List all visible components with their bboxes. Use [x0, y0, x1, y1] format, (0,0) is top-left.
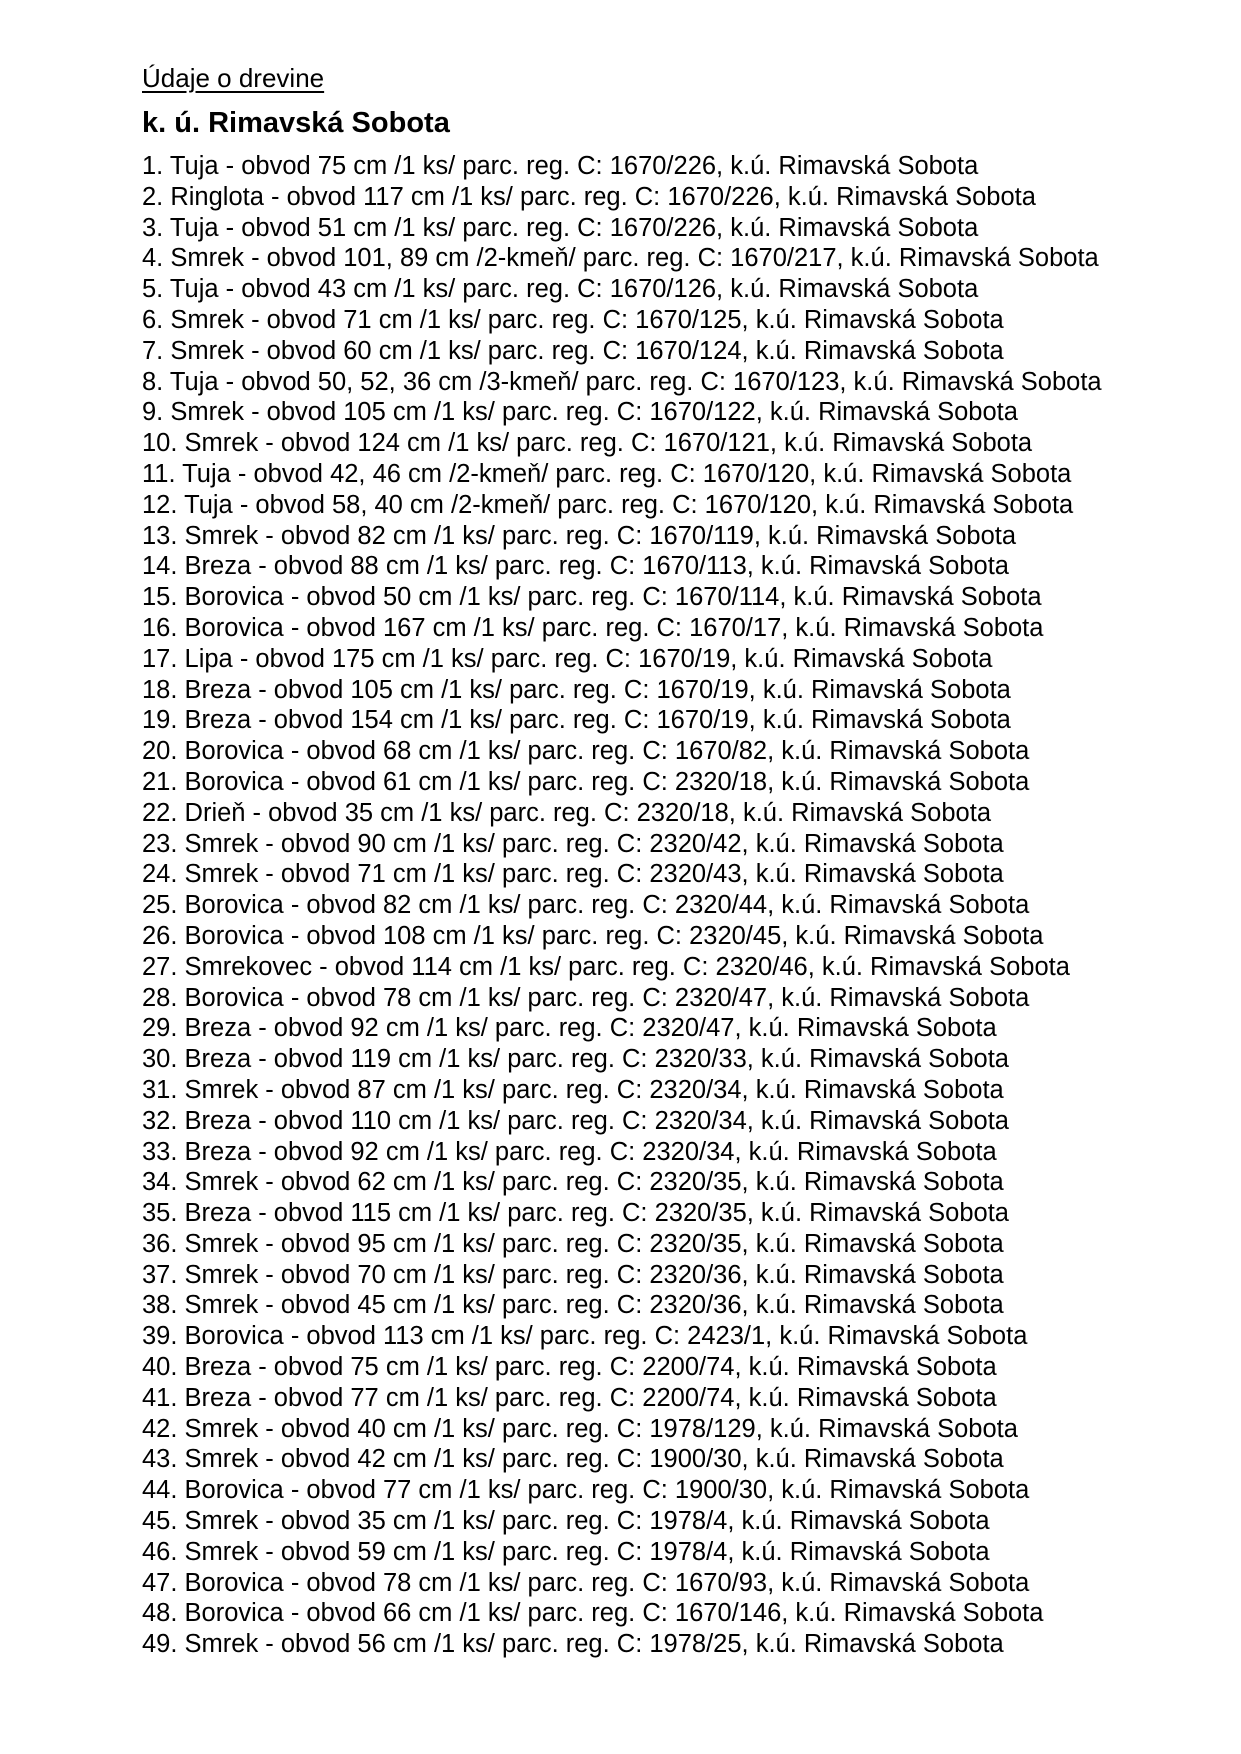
tree-list-item: 5. Tuja - obvod 43 cm /1 ks/ parc. reg. C: 1670/126, k.ú. Rimavská Sobota: [142, 275, 979, 304]
tree-list-item: 26. Borovica - obvod 108 cm /1 ks/ parc. reg. C: 2320/45, k.ú. Rimavská Sobota: [142, 921, 1044, 950]
tree-list-item: 20. Borovica - obvod 68 cm /1 ks/ parc. reg. C: 1670/82, k.ú. Rimavská Sobota: [142, 737, 1030, 766]
tree-list-item: 44. Borovica - obvod 77 cm /1 ks/ parc. reg. C: 1900/30, k.ú. Rimavská Sobota: [142, 1476, 1030, 1505]
tree-list-item: 10. Smrek - obvod 124 cm /1 ks/ parc. reg. C: 1670/121, k.ú. Rimavská Sobota: [142, 429, 1033, 458]
tree-list-item: 39. Borovica - obvod 113 cm /1 ks/ parc. reg. C: 2423/1, k.ú. Rimavská Sobota: [142, 1322, 1028, 1351]
tree-list-item: 49. Smrek - obvod 56 cm /1 ks/ parc. reg. C: 1978/25, k.ú. Rimavská Sobota: [142, 1630, 1004, 1659]
tree-list-item: 29. Breza - obvod 92 cm /1 ks/ parc. reg. C: 2320/47, k.ú. Rimavská Sobota: [142, 1014, 997, 1043]
tree-list-item: 30. Breza - obvod 119 cm /1 ks/ parc. reg. C: 2320/33, k.ú. Rimavská Sobota: [142, 1045, 1009, 1074]
tree-list-item: 46. Smrek - obvod 59 cm /1 ks/ parc. reg. C: 1978/4, k.ú. Rimavská Sobota: [142, 1537, 990, 1566]
tree-list-item: 48. Borovica - obvod 66 cm /1 ks/ parc. reg. C: 1670/146, k.ú. Rimavská Sobota: [142, 1599, 1044, 1628]
tree-list-item: 32. Breza - obvod 110 cm /1 ks/ parc. reg. C: 2320/34, k.ú. Rimavská Sobota: [142, 1106, 1009, 1135]
tree-list-item: 37. Smrek - obvod 70 cm /1 ks/ parc. reg. C: 2320/36, k.ú. Rimavská Sobota: [142, 1260, 1004, 1289]
tree-list-item: 28. Borovica - obvod 78 cm /1 ks/ parc. reg. C: 2320/47, k.ú. Rimavská Sobota: [142, 983, 1030, 1012]
tree-list-item: 24. Smrek - obvod 71 cm /1 ks/ parc. reg. C: 2320/43, k.ú. Rimavská Sobota: [142, 860, 1004, 889]
tree-list-item: 22. Drieň - obvod 35 cm /1 ks/ parc. reg. C: 2320/18, k.ú. Rimavská Sobota: [142, 798, 991, 827]
tree-list-item: 21. Borovica - obvod 61 cm /1 ks/ parc. reg. C: 2320/18, k.ú. Rimavská Sobota: [142, 767, 1030, 796]
tree-list-item: 25. Borovica - obvod 82 cm /1 ks/ parc. reg. C: 2320/44, k.ú. Rimavská Sobota: [142, 891, 1030, 920]
tree-list-item: 2. Ringlota - obvod 117 cm /1 ks/ parc. reg. C: 1670/226, k.ú. Rimavská Sobota: [142, 182, 1036, 211]
tree-list-item: 19. Breza - obvod 154 cm /1 ks/ parc. reg. C: 1670/19, k.ú. Rimavská Sobota: [142, 706, 1011, 735]
tree-list-item: 42. Smrek - obvod 40 cm /1 ks/ parc. reg. C: 1978/129, k.ú. Rimavská Sobota: [142, 1414, 1018, 1443]
tree-list-item: 38. Smrek - obvod 45 cm /1 ks/ parc. reg. C: 2320/36, k.ú. Rimavská Sobota: [142, 1291, 1004, 1320]
tree-list-item: 7. Smrek - obvod 60 cm /1 ks/ parc. reg. C: 1670/124, k.ú. Rimavská Sobota: [142, 336, 1004, 365]
tree-list-item: 1. Tuja - obvod 75 cm /1 ks/ parc. reg. C: 1670/226, k.ú. Rimavská Sobota: [142, 152, 979, 180]
tree-list-item: 23. Smrek - obvod 90 cm /1 ks/ parc. reg. C: 2320/42, k.ú. Rimavská Sobota: [142, 829, 1004, 858]
tree-list-item: 47. Borovica - obvod 78 cm /1 ks/ parc. reg. C: 1670/93, k.ú. Rimavská Sobota: [142, 1568, 1030, 1597]
tree-list-item: 8. Tuja - obvod 50, 52, 36 cm /3-kmeň/ parc. reg. C: 1670/123, k.ú. Rimavská Sobota: [142, 367, 1102, 396]
tree-list-item: 34. Smrek - obvod 62 cm /1 ks/ parc. reg. C: 2320/35, k.ú. Rimavská Sobota: [142, 1168, 1004, 1197]
tree-list-item: 4. Smrek - obvod 101, 89 cm /2-kmeň/ parc. reg. C: 1670/217, k.ú. Rimavská Sobota: [142, 244, 1099, 273]
tree-list-item: 35. Breza - obvod 115 cm /1 ks/ parc. reg. C: 2320/35, k.ú. Rimavská Sobota: [142, 1199, 1009, 1228]
cadastral-area-heading: k. ú. Rimavská Sobota: [142, 107, 450, 139]
tree-list: [142, 151, 1201, 1660]
tree-list-item: 27. Smrekovec - obvod 114 cm /1 ks/ parc. reg. C: 2320/46, k.ú. Rimavská Sobota: [142, 952, 1070, 981]
tree-list-item: 9. Smrek - obvod 105 cm /1 ks/ parc. reg. C: 1670/122, k.ú. Rimavská Sobota: [142, 398, 1018, 427]
tree-list-item: 41. Breza - obvod 77 cm /1 ks/ parc. reg. C: 2200/74, k.ú. Rimavská Sobota: [142, 1383, 997, 1412]
tree-list-item: 17. Lipa - obvod 175 cm /1 ks/ parc. reg. C: 1670/19, k.ú. Rimavská Sobota: [142, 644, 993, 673]
tree-list-item: 36. Smrek - obvod 95 cm /1 ks/ parc. reg. C: 2320/35, k.ú. Rimavská Sobota: [142, 1229, 1004, 1258]
tree-list-item: 45. Smrek - obvod 35 cm /1 ks/ parc. reg. C: 1978/4, k.ú. Rimavská Sobota: [142, 1507, 990, 1536]
tree-list-item: 6. Smrek - obvod 71 cm /1 ks/ parc. reg. C: 1670/125, k.ú. Rimavská Sobota: [142, 305, 1004, 334]
tree-list-item: 3. Tuja - obvod 51 cm /1 ks/ parc. reg. C: 1670/226, k.ú. Rimavská Sobota: [142, 213, 979, 242]
tree-list-item: 16. Borovica - obvod 167 cm /1 ks/ parc. reg. C: 1670/17, k.ú. Rimavská Sobota: [142, 613, 1044, 642]
tree-list-item: 31. Smrek - obvod 87 cm /1 ks/ parc. reg. C: 2320/34, k.ú. Rimavská Sobota: [142, 1075, 1004, 1104]
document-title: Údaje o drevine: [142, 63, 325, 93]
tree-list-item: 13. Smrek - obvod 82 cm /1 ks/ parc. reg. C: 1670/119, k.ú. Rimavská Sobota: [142, 521, 1017, 550]
tree-list-item: 15. Borovica - obvod 50 cm /1 ks/ parc. reg. C: 1670/114, k.ú. Rimavská Sobota: [142, 583, 1042, 612]
tree-list-item: 12. Tuja - obvod 58, 40 cm /2-kmeň/ parc. reg. C: 1670/120, k.ú. Rimavská Sobota: [142, 490, 1074, 519]
tree-list-item: 18. Breza - obvod 105 cm /1 ks/ parc. reg. C: 1670/19, k.ú. Rimavská Sobota: [142, 675, 1011, 704]
tree-list-item: 11. Tuja - obvod 42, 46 cm /2-kmeň/ parc. reg. C: 1670/120, k.ú. Rimavská Sobota: [142, 459, 1072, 488]
tree-list-item: 43. Smrek - obvod 42 cm /1 ks/ parc. reg. C: 1900/30, k.ú. Rimavská Sobota: [142, 1445, 1004, 1474]
tree-list-item: 33. Breza - obvod 92 cm /1 ks/ parc. reg. C: 2320/34, k.ú. Rimavská Sobota: [142, 1137, 997, 1166]
document-content: [142, 62, 1201, 1660]
tree-list-item: 14. Breza - obvod 88 cm /1 ks/ parc. reg. C: 1670/113, k.ú. Rimavská Sobota: [142, 552, 1009, 581]
tree-list-item: 40. Breza - obvod 75 cm /1 ks/ parc. reg. C: 2200/74, k.ú. Rimavská Sobota: [142, 1353, 997, 1382]
